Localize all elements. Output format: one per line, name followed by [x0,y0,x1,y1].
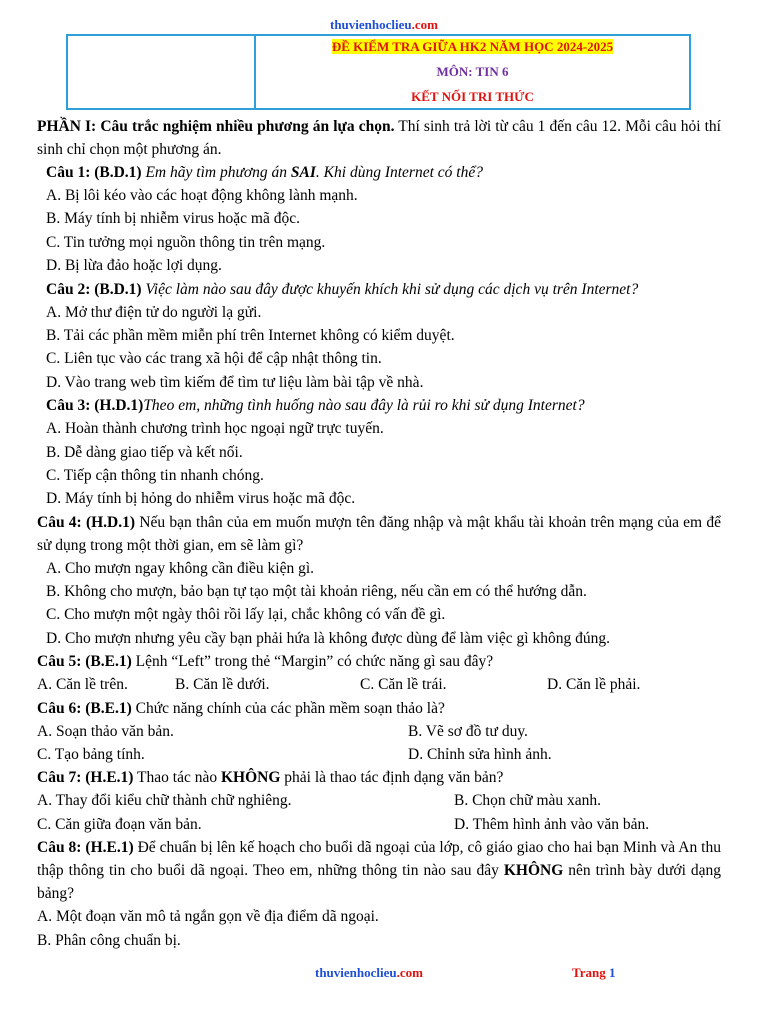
question-7-option-d: D. Thêm hình ảnh vào văn bản. [454,815,650,833]
header-info-cell [256,36,689,108]
question-7-options-row-1 [37,789,721,812]
question-1-option-a: A. Bị lôi kéo vào các hoạt động không lành mạnh. [46,187,358,204]
part1-intro: PHẦN I: Câu trắc nghiệm nhiều phương án lựa chọn. Thí sinh trả lời từ câu 1 đến câu 12. Mỗi câu hỏi thí sinh chỉ chọn một phương án. [37,118,721,158]
question-4-option-b: B. Không cho mượn, bảo bạn tự tạo một tài khoản riêng, nếu cần em có thể hướng dẫn. [46,583,587,601]
question-7: Câu 7: (H.E.1) Thao tác nào KHÔNG phải là thao tác định dạng văn bản? [37,769,504,787]
site-watermark-top: thuvienhoclieu.com [330,17,438,32]
question-5-option-d: D. Căn lề phải. [547,676,641,694]
question-6-option-b: B. Vẽ sơ đồ tư duy. [408,722,528,740]
question-3: Câu 3: (H.D.1)Theo em, những tình huống nào sau đây là rủi ro khi sử dụng Internet? [46,397,585,415]
question-5-option-a: A. Căn lề trên. [37,676,128,694]
question-3-option-d: D. Máy tính bị hỏng do nhiễm virus hoặc mã độc. [46,490,356,508]
question-1-option-d: D. Bị lừa đảo hoặc lợi dụng. [46,257,222,275]
question-5: Câu 5: (B.E.1) Lệnh “Left” trong thẻ “Margin” có chức năng gì sau đây? [37,653,494,671]
question-2-option-c: C. Liên tục vào các trang xã hội để cập nhật thông tin. [46,350,382,368]
question-8: Câu 8: (H.E.1) Để chuẩn bị lên kế hoạch cho buổi dã ngoại của lớp, cô giáo giao cho hai bạn Minh và An thu thập thông tin cho buổi dã ngoại. Theo em, những thông tin nào sau đây KHÔNG nên trình bày dưới dạng bảng? [37,839,721,903]
question-8-option-b: B. Phân công chuẩn bị. [37,931,181,949]
question-2-option-a: A. Mở thư điện tử do người lạ gửi. [46,303,262,321]
exam-header-table [66,34,691,110]
question-5-option-b: B. Căn lề dưới. [175,676,270,694]
question-1-option-c: C. Tin tưởng mọi nguồn thông tin trên mạng. [46,233,326,251]
page-number: Trang 1 [572,965,616,980]
question-3-option-c: C. Tiếp cận thông tin nhanh chóng. [46,466,264,484]
question-1: Câu 1: (B.D.1) Em hãy tìm phương án SAI. Khi dùng Internet có thể? [46,164,483,181]
question-7-options-row-2 [37,813,721,836]
question-2-option-d: D. Vào trang web tìm kiếm để tìm tư liệu làm bài tập về nhà. [46,373,424,391]
question-4-option-d: D. Cho mượn nhưng yêu cầy bạn phải hứa là không được dùng để làm việc gì không đúng. [46,629,610,647]
question-6-option-a: A. Soạn thảo văn bản. [37,722,174,740]
exam-series: KẾT NỐI TRI THỨC [411,89,534,104]
exam-title: ĐỀ KIỂM TRA GIỮA HK2 NĂM HỌC 2024-2025 [331,39,614,54]
question-2-option-b: B. Tải các phần mềm miễn phí trên Internet không có kiểm duyệt. [46,326,455,344]
question-5-options [37,673,721,696]
question-7-option-b: B. Chọn chữ màu xanh. [454,792,602,810]
question-7-option-c: C. Căn giữa đoạn văn bản. [37,815,202,833]
question-4-option-a: A. Cho mượn ngay không cần điều kiện gì. [46,559,315,577]
question-1-option-b: B. Máy tính bị nhiễm virus hoặc mã độc. [46,210,300,228]
question-4-option-c: C. Cho mượn một ngày thôi rồi lấy lại, chắc không có vấn đề gì. [46,606,446,624]
question-6-options-row-1 [37,720,721,743]
question-7-option-a: A. Thay đổi kiểu chữ thành chữ nghiêng. [37,792,292,810]
question-8-option-a: A. Một đoạn văn mô tả ngắn gọn về địa điểm dã ngoại. [37,908,379,926]
question-6-option-c: C. Tạo bảng tính. [37,746,145,764]
question-3-option-a: A. Hoàn thành chương trình học ngoại ngữ trực tuyến. [46,420,384,438]
question-6: Câu 6: (B.E.1) Chức năng chính của các phần mềm soạn thảo là? [37,699,445,717]
site-watermark-bottom: thuvienhoclieu.com [315,965,423,980]
header-blank-cell [68,36,256,108]
question-3-option-b: B. Dễ dàng giao tiếp và kết nối. [46,443,243,461]
exam-content [37,115,721,952]
question-4: Câu 4: (H.D.1) Nếu bạn thân của em muốn mượn tên đăng nhập và mật khẩu tài khoản trên mạng của em để sử dụng trong một thời gian, em sẽ làm gì? [37,513,721,554]
question-6-option-d: D. Chỉnh sửa hình ảnh. [408,746,552,764]
question-5-option-c: C. Căn lề trái. [360,676,447,694]
exam-subject: MÔN: TIN 6 [436,64,509,79]
question-6-options-row-2 [37,743,721,766]
question-2: Câu 2: (B.D.1) Việc làm nào sau đây được khuyến khích khi sử dụng các dịch vụ trên Internet? [46,280,639,298]
